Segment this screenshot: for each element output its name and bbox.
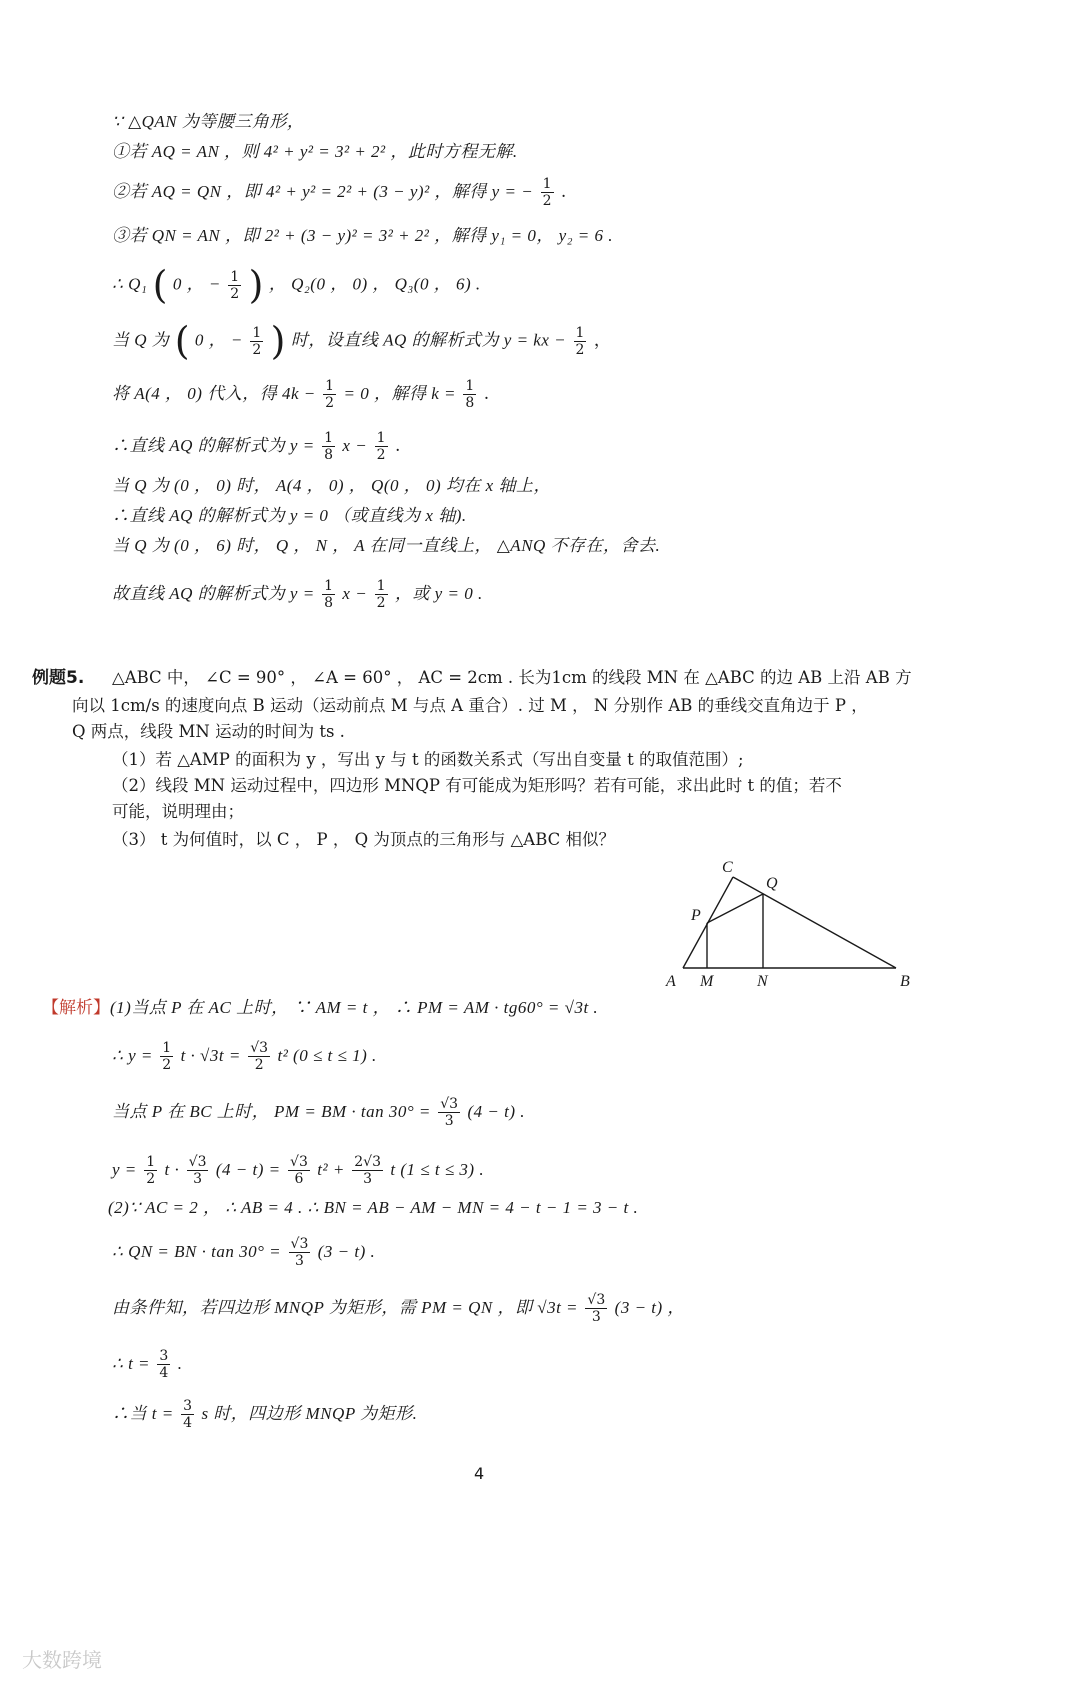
text: . (483, 384, 490, 404)
example-label: 例题5. (32, 668, 85, 688)
text: 当 Q 为 (112, 330, 170, 350)
text: ③若 QN = AN ，即 2² + (3 − y)² = 3² + 2² ，解得 y₁ = 0， y₂ = 6 . (112, 226, 613, 245)
solution-line: 当点 P 在 BC 上时， PM = BM · tan 30° = $\frac{√3}{3}$ (4 − t) . (112, 1096, 526, 1129)
label-a: A (666, 973, 676, 990)
fraction: $\frac{2√3}{3}$ (354, 1154, 381, 1187)
solution-line: (2)∵ AC = 2 ， ∴ AB = 4 . ∴ BN = AB − AM − MN = 4 − t − 1 = 3 − t . (108, 1198, 639, 1217)
text: (1)当点 P 在 AC 上时， ∵ AM = t ， ∴ PM = AM · tg60° = √3t . (110, 998, 599, 1017)
bracket: ) (270, 319, 286, 363)
text-line (112, 319, 611, 363)
text: x − (342, 584, 368, 603)
text: 0 ， − (194, 330, 243, 350)
text: ①若 AQ = AN ，则 4² + y² = 3² + 2² ，此时方程无解. (112, 142, 518, 161)
text: ∵ △QAN 为等腰三角形， (112, 112, 305, 131)
text-line (112, 504, 467, 528)
fraction: $\frac{3}{4}$ (159, 1348, 169, 1381)
solution-line (42, 996, 598, 1020)
label-c: C (722, 859, 733, 876)
text-line (112, 176, 566, 209)
solution-line: ∴ t = $\frac{3}{4}$ . (112, 1348, 183, 1381)
fraction: $\frac{1}{2}$ (376, 430, 386, 463)
text-line (112, 474, 551, 498)
text: ∴ Q₁ (112, 274, 148, 294)
text: ②若 AQ = QN ，即 4² + y² = 2² + (3 − y)² ，解得 y = − (112, 182, 534, 201)
bracket: ) (248, 263, 264, 307)
label-q: Q (766, 875, 778, 892)
fraction: $\frac{√3}{6}$ (290, 1154, 308, 1187)
text: 将 A(4 ， 0) 代入，得 4k − (112, 384, 316, 403)
text: ， (593, 330, 611, 351)
bracket: ( (174, 319, 190, 363)
solution-line: ∴ QN = BN · tan 30° = $\frac{√3}{3}$ (3 − t) . (112, 1236, 376, 1269)
text: ， Q₂(0 ， 0) ， Q₃(0 ， 6) . (268, 274, 481, 294)
problem-text: △ABC 中， ∠C = 90° ， ∠A = 60° ， AC = 2cm . 长为1cm 的线段 MN 在 △ABC 的边 AB 上沿 AB 方 (112, 668, 912, 687)
solution-line: ∴当 t = $\frac{3}{4}$ s 时，四边形 MNQP 为矩形. (112, 1398, 418, 1431)
label-m: M (700, 973, 714, 990)
fraction: $\frac{1}{8}$ (324, 430, 334, 463)
text: x − (342, 436, 368, 455)
solution-line: y = $\frac{1}{2}$ t · $\frac{√3}{3}$ (4 − t) = $\frac{√3}{6}$ t² + $\frac{2√3}{3}$ t (1 ≤ t ≤ 3) . (112, 1154, 485, 1187)
problem-text: Q 两点，线段 MN 运动的时间为 ts . (72, 722, 345, 741)
text-line (112, 263, 481, 307)
triangle-figure (660, 852, 930, 992)
question-2-cont: 可能，说明理由； (112, 802, 244, 821)
page-number: 4 (474, 1464, 485, 1483)
solution-tag: 【解析】 (42, 998, 110, 1018)
fraction: $\frac{1}{2}$ (376, 578, 386, 611)
fraction: $\frac{1}{2}$ (575, 324, 585, 358)
text: . (394, 436, 401, 456)
fraction: $\frac{1}{2}$ (252, 324, 262, 358)
label-b: B (900, 973, 910, 990)
fraction: $\frac{√3}{3}$ (188, 1154, 207, 1187)
text: ∴直线 AQ 的解析式为 y = (112, 436, 315, 455)
question-2: （2）线段 MN 运动过程中，四边形 MNQP 有可能成为矩形吗？若有可能，求出此时 t 的值；若不 (112, 776, 842, 795)
fraction: $\frac{√3}{3}$ (587, 1292, 606, 1325)
text-line (112, 534, 660, 558)
text-line (112, 224, 613, 248)
fraction: $\frac{1}{2}$ (162, 1040, 172, 1073)
text-line (112, 578, 483, 611)
fraction: $\frac{1}{8}$ (465, 378, 475, 411)
text: = 0 ，解得 k = (343, 384, 456, 403)
problem-text: 向以 1cm/s 的速度向点 B 运动（运动前点 M 与点 A 重合）. 过 M ， N 分别作 AB 的垂线交直角边于 P ， (72, 696, 868, 715)
question-3: （3） t 为何值时，以 C ， P ， Q 为顶点的三角形与 △ABC 相似？ (112, 830, 615, 849)
text: ，或 y = 0 . (394, 584, 483, 603)
label-n: N (757, 973, 768, 990)
fraction: $\frac{√3}{3}$ (440, 1096, 459, 1129)
fraction: $\frac{√3}{2}$ (250, 1040, 269, 1073)
text-line (112, 110, 304, 134)
text: 故直线 AQ 的解析式为 y = (112, 584, 315, 603)
fraction: $\frac{1}{8}$ (324, 578, 334, 611)
solution-line: ∴ y = $\frac{1}{2}$ t · √3t = $\frac{√3}{2}$ t² (0 ≤ t ≤ 1) . (112, 1040, 377, 1073)
fraction: $\frac{1}{2}$ (146, 1154, 156, 1187)
text: . (560, 182, 567, 202)
text: 当 Q 为 (0 ， 0) 时， A(4 ， 0) ， Q(0 ， 0) 均在 x 轴上， (112, 476, 551, 495)
text-line (112, 378, 489, 411)
question-1: （1）若 △AMP 的面积为 y ，写出 y 与 t 的函数关系式（写出自变量 t 的取值范围）; (112, 750, 744, 769)
text-line (112, 430, 400, 463)
text-line (112, 140, 518, 164)
fraction: $\frac{1}{2}$ (325, 378, 335, 411)
fraction: $\frac{3}{4}$ (183, 1398, 193, 1431)
text: 当 Q 为 (0 ， 6) 时， Q ， N ， A 在同一直线上， △ANQ 不存在，舍去. (112, 536, 661, 555)
text: 0 ， − (172, 274, 221, 294)
bracket: ( (152, 263, 168, 307)
fraction: $\frac{1}{2}$ (542, 176, 552, 209)
fraction: $\frac{1}{2}$ (230, 268, 240, 302)
text: ∴直线 AQ 的解析式为 y = 0 （或直线为 x 轴). (112, 506, 467, 525)
fraction: $\frac{√3}{3}$ (290, 1236, 309, 1269)
watermark: 大数跨境 (22, 1648, 102, 1672)
text: 时，设直线 AQ 的解析式为 y = kx − (290, 330, 567, 350)
solution-line: 由条件知，若四边形 MNQP 为矩形，需 PM = QN ，即 √3t = $\frac{√3}{3}$ (3 − t) ， (112, 1292, 685, 1325)
label-p: P (691, 907, 701, 924)
side-cb (733, 877, 896, 968)
